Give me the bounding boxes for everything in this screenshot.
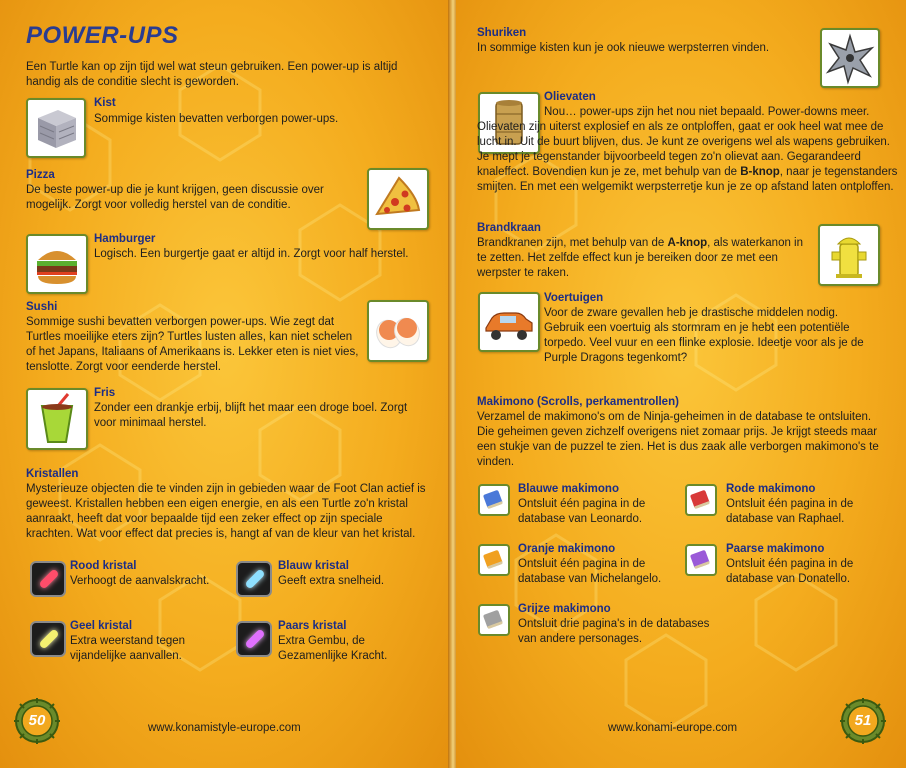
scroll-text: Ontsluit één pagina in de database van Michelangelo. [518,558,662,585]
olievaten-text: Nou… power-ups zijn het nou niet bepaald. Power-downs meer. Olievaten zijn uiterst explosief en als ze ontploffen, gaat er ook heel wat mee de lucht in. Uit de buurt blijven, dus. Je kunt ze overigens wel als wapens gebruiken. Je mept je tegenstander bijvoorbeeld tegen zo'n olievat aan. Gegarandeerd knaleffect. Bovendien kun je ze, met behulp van de B-knop, naar je tegenstanders smijten. En met een welgemikt werpsterretje kun je ze op afstand laten ontploffen. [477,106,898,193]
brandkraan-title: Brandkraan [477,222,541,234]
blue-crystal-icon [236,561,272,597]
crystal-title: Geel kristal [70,620,133,632]
intro-text: Een Turtle kan op zijn tijd wel wat steun gebruiken. Een power-up is altijd handig als de conditie slecht is geworden. [26,61,398,88]
left-page [0,0,450,768]
kristallen-title: Kristallen [26,468,79,480]
fris-text: Zonder een drankje erbij, blijft het maar een droge boel. Zorgt voor minimaal herstel. [94,402,408,429]
sushi-title: Sushi [26,301,58,313]
crystal-text: Verhoogt de aanvalskracht. [70,575,210,587]
crate-icon [26,98,86,158]
scroll-title: Paarse makimono [726,543,825,555]
brandkraan-text: Brandkranen zijn, met behulp van de A-knop, als waterkanon in te zetten. Het zelfde effect kun je bereiken door ze met een werpster te raken. [477,237,804,279]
scroll-paper [690,490,710,510]
shuriken-icon [820,28,880,88]
orange-scroll-icon [478,544,510,576]
car-icon [478,292,540,352]
pizza-title: Pizza [26,169,55,181]
scroll-paper [483,550,503,570]
voertuigen-title: Voertuigen [544,292,604,304]
kristallen-text: Mysterieuze objecten die te vinden zijn in gebieden waar de Foot Clan actief is geweest. Kristallen hebben een eigen energie, en als een Turtle zo'n kristal aanraakt, heeft dat voor bepaalde tijd een zeker effect op zijn speciale krachten. Wat voor effect dat precies is, hangt af van de kleur van het kristal. [26,483,426,540]
blue-scroll-icon [478,484,510,516]
pizza-text: De beste power-up die je kunt krijgen, geen discussie over mogelijk. Zorgt voor volledig herstel van de conditie. [26,184,324,211]
scroll-title: Grijze makimono [518,603,611,615]
crystal-title: Blauw kristal [278,560,349,572]
crystal-text: Geeft extra snelheid. [278,575,385,587]
red-scroll-icon [685,484,717,516]
crystal-gem [244,628,265,649]
page-number-badge [12,696,62,746]
footer-url[interactable]: www.konamistyle-europe.com [148,722,301,734]
scroll-paper [690,550,710,570]
kist-title: Kist [94,97,116,109]
crystal-text: Extra Gembu, de Gezamenlijke Kracht. [278,635,388,662]
scroll-paper [483,490,503,510]
footer-url[interactable]: www.konami-europe.com [608,722,738,734]
scroll-paper [483,610,503,630]
scroll-title: Oranje makimono [518,543,616,555]
grey-scroll-icon [478,604,510,636]
purple-scroll-icon [685,544,717,576]
purple-crystal-icon [236,621,272,657]
scroll-text: Ontsluit één pagina in de database van Donatello. [726,558,854,585]
olievaten-title: Olievaten [544,91,596,103]
page-number: 51 [854,712,872,729]
a-button-label: A-knop [667,237,708,249]
yellow-crystal-icon [30,621,66,657]
crystal-title: Rood kristal [70,560,137,572]
crystal-gem [38,628,59,649]
scroll-title: Blauwe makimono [518,483,619,495]
makimono-text: Verzamel de makimono's om de Ninja-geheimen in de database te ontsluiten. Die geheimen geven zichzelf overigens niet zomaar prijs. Je krijgt steeds maar een stukje van de puzzel te zien. Het is dus zaak alle verborgen makimono's te vinden. [477,411,879,468]
crystal-gem [244,568,265,589]
fire-hydrant-icon [818,224,880,286]
kist-text: Sommige kisten bevatten verborgen power-ups. [94,113,339,125]
hamburger-icon [26,234,88,294]
fris-title: Fris [94,387,116,399]
crystal-title: Paars kristal [278,620,347,632]
shuriken-text: In sommige kisten kun je ook nieuwe werpsterren vinden. [477,42,770,54]
sushi-icon [367,300,429,362]
shuriken-title: Shuriken [477,27,527,39]
makimono-title: Makimono (Scrolls, perkamentrollen) [477,396,679,408]
page-title: POWER-UPS [26,22,179,49]
crystal-text: Extra weerstand tegen vijandelijke aanvallen. [70,635,186,662]
b-button-label: B-knop [740,166,780,178]
soda-cup-icon [26,388,88,450]
red-crystal-icon [30,561,66,597]
crystal-gem [38,568,59,589]
voertuigen-text: Voor de zware gevallen heb je drastische middelen nodig. Gebruik een voertuig als stormram en je hebt een potentiële torpedo. Veel vuur en een flinke explosie. Ideetje voor als je de Purple Dragons tegenkomt? [544,307,864,364]
sushi-text: Sommige sushi bevatten verborgen power-ups. Wie zegt dat Turtles moeilijke eters zijn? Turtles lusten alles, kan niet schelen of het Japans, Italiaans of Amerikaans is. Lekker eten is niet vies, tenslotte. Zorgt voor eenderde herstel. [26,316,359,373]
scroll-title: Rode makimono [726,483,816,495]
scroll-text: Ontsluit één pagina in de database van Raphael. [726,498,854,525]
page-number-badge [838,696,888,746]
hamburger-text: Logisch. Een burgertje gaat er altijd in. Zorgt voor half herstel. [94,248,409,260]
hamburger-title: Hamburger [94,233,156,245]
pizza-icon [367,168,429,230]
right-page [456,0,906,768]
page-number: 50 [28,712,46,729]
scroll-text: Ontsluit drie pagina's in de databases van andere personages. [518,618,710,645]
scroll-text: Ontsluit één pagina in de database van Leonardo. [518,498,646,525]
